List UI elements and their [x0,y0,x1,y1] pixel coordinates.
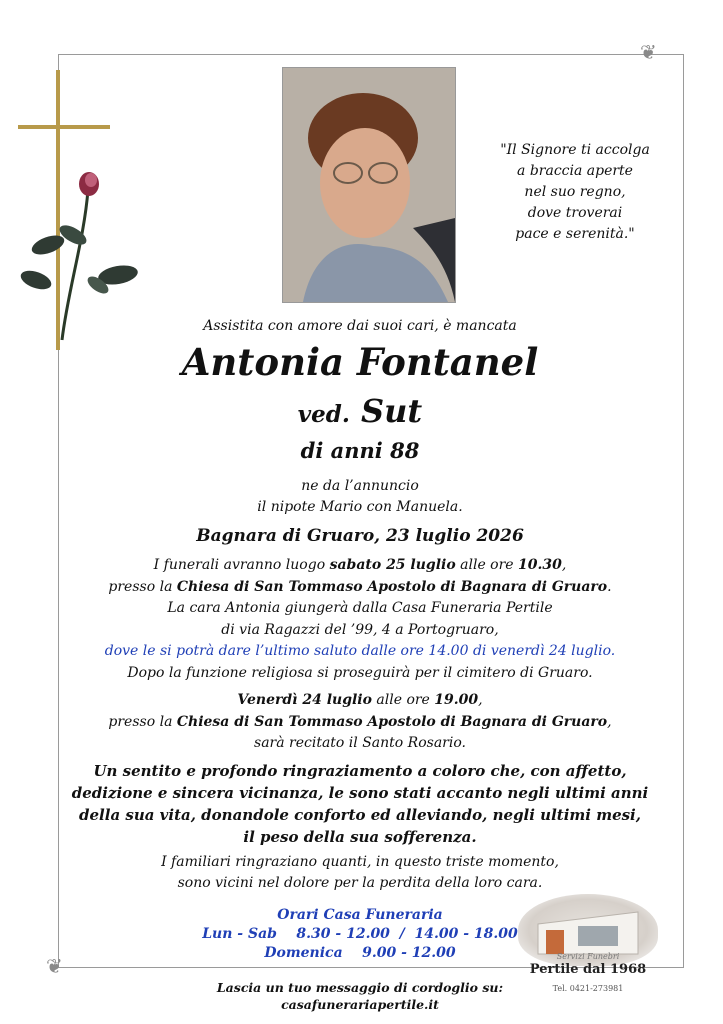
funeral-time: 10.30 [518,557,562,573]
church-name: Chiesa di San Tommaso Apostolo di Bagnara di Gruaro [176,713,608,730]
quote-line: nel suo regno, [524,184,626,200]
announce-line: il nipote Mario con Manuela. [257,499,463,515]
frame-ornament-icon: ❦ [640,40,657,64]
funeral-line-1 [60,555,660,577]
condolence-message [175,979,545,1013]
hours-title: Orari Casa Funeraria [277,907,443,923]
funeral-info [60,555,660,684]
deceased-photo [283,68,455,302]
widow-surname [60,392,660,430]
hours-row: Domenica 9.00 - 12.00 [264,945,456,961]
text: I funerali avranno luogo [153,557,330,573]
funeral-line-5: dove le si potrà dare l’ultimo saluto dalle ore 14.00 di venerdì 24 luglio. [104,643,616,659]
text: alle ore [455,557,519,573]
text: , [478,692,483,708]
thanks-line: della sua vita, donandole conforto ed alleviando, negli ultimi mesi, [79,806,641,824]
text: , [561,557,567,573]
logo-phone: Tel. 0421-273981 [552,984,624,993]
opening-hours [195,906,525,963]
rosary-date: Venerdì 24 luglio [237,692,372,708]
text: , [607,713,612,730]
logo-subtitle: Servizi Funebri [556,952,620,961]
quote-line: dove troverai [527,205,623,221]
family-line: sono vicini nel dolore per la perdita della loro cara. [177,875,543,891]
funeral-date: sabato 25 luglio [329,557,456,573]
funeral-line-2 [60,577,660,599]
funeral-line-4: di via Ragazzi del ’99, 4 a Portogruaro, [221,621,499,638]
text: alle ore [371,692,435,708]
thanks-line: il peso della sua sofferenza. [243,828,477,846]
text: presso la [108,713,177,730]
quote-line: a braccia aperte [517,163,633,179]
cross-icon [18,70,143,360]
thanks-block [60,760,660,848]
family-line: I familiari ringraziano quanti, in questo triste momento, [161,854,559,870]
announce-line: ne da l’annuncio [301,478,419,494]
rosary-time: 19.00 [434,692,479,708]
funeral-line-3: La cara Antonia giungerà dalla Casa Funeraria Pertile [167,600,553,616]
hours-row: Lun - Sab 8.30 - 12.00 / 14.00 - 18.00 [202,926,518,942]
website-link[interactable]: casafunerariapertile.it [281,997,439,1012]
thanks-line: dedizione e sincera vicinanza, le sono stati accanto negli ultimi anni [71,784,649,802]
ved-prefix: ved. [297,401,350,428]
place-date: Bagnara di Gruaro, 23 luglio 2026 [196,526,524,546]
funeral-home-logo [508,892,668,1002]
funeral-line-6: Dopo la funzione religiosa si proseguirà per il cimitero di Gruaro. [127,664,593,681]
quote-line: pace e serenità." [515,226,635,242]
ved-surname: Sut [361,392,423,430]
rosary-line-2 [60,712,660,734]
rosary-line-3: sarà recitato il Santo Rosario. [254,735,466,751]
rosary-line-1 [60,690,660,712]
family-thanks [60,852,660,894]
quote-block [490,140,660,245]
age: di anni 88 [300,438,420,463]
deceased-name: Antonia Fontanel [181,340,539,384]
logo-brand: Pertile dal 1968 [529,962,647,977]
quote-line: "Il Signore ti accolga [500,142,650,158]
text: . [607,578,612,595]
rosary-info [60,690,660,755]
intro-text: Assistita con amore dai suoi cari, è mancata [203,318,517,334]
announcement [60,476,660,518]
message-line: Lascia un tuo messaggio di cordoglio su: [216,980,504,995]
rose-icon [18,172,139,340]
church-name: Chiesa di San Tommaso Apostolo di Bagnara di Gruaro [176,578,608,595]
text: presso la [108,578,177,595]
portrait-image [283,68,455,302]
frame-ornament-icon: ❦ [46,954,63,978]
thanks-line: Un sentito e profondo ringraziamento a coloro che, con affetto, [93,762,627,780]
